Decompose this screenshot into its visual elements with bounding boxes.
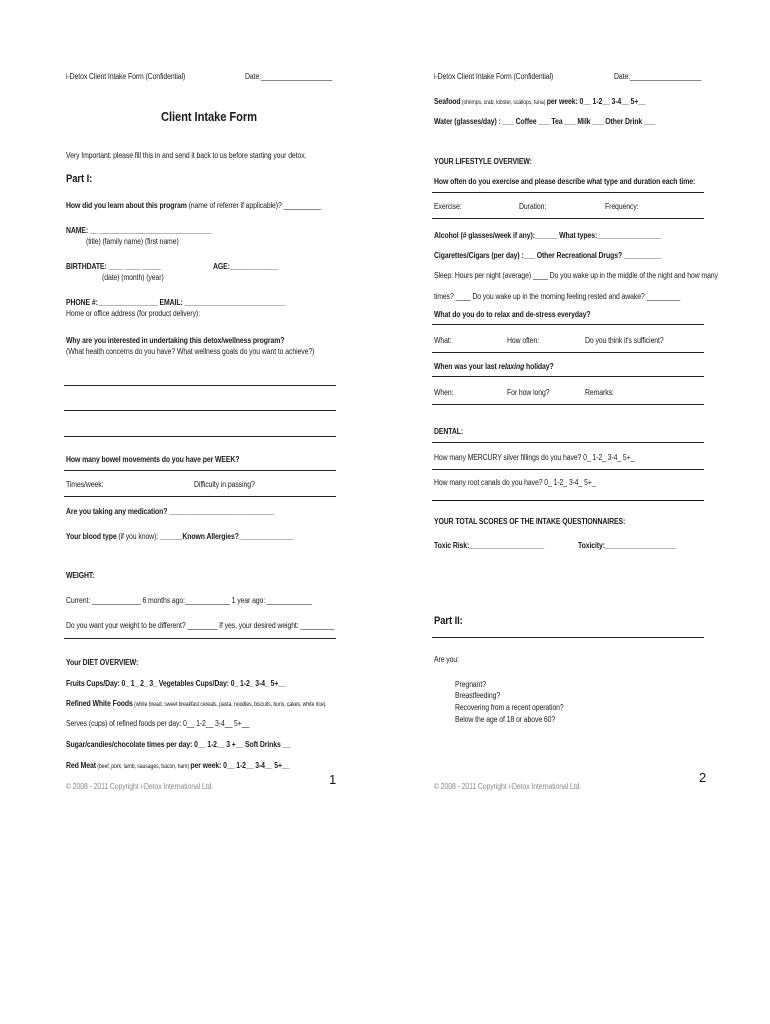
page-number: 2 [699, 770, 707, 785]
sleep-field[interactable]: Sleep: Hours per night (average) ____ Do you wake up in the middle of the night and how many [434, 271, 718, 280]
form-header: i-Detox Client Intake Form (Confidential) [66, 72, 186, 81]
part-2-heading: Part II: [434, 615, 463, 627]
red-meat-options[interactable]: per week: 0__ 1-2__ 3-4__ 5+__ [190, 761, 290, 770]
weight-history-field[interactable]: Current: _____________ 6 months ago:____________ 1 year ago: ____________ [66, 596, 312, 605]
divider [432, 192, 704, 193]
desired-weight-field[interactable]: Do you want your weight to be different? ________ If yes, your desired weight: _________ [66, 621, 335, 630]
bowel-question: How many bowel movements do you have per WEEK? [66, 455, 240, 464]
holiday-question-start: When was your last [434, 362, 499, 371]
page-title: Client Intake Form [161, 109, 257, 124]
page-number: 1 [329, 772, 337, 787]
root-canals-field[interactable]: How many root canals do you have? 0_ 1-2_ 3-4_ 5+_ [434, 478, 596, 487]
allergies-field[interactable]: ______Known Allergies? ______________ [159, 532, 294, 541]
divider [432, 352, 704, 353]
address-label: Home or office address (for product delivery): [66, 309, 200, 318]
seafood-label: Seafood [434, 97, 461, 106]
sugar-softdrinks-field[interactable]: Sugar/candies/chocolate times per day: 0__ 1-2__ 3 +__ Soft Drinks __ [66, 740, 291, 749]
age-field[interactable]: AGE:_____________ [213, 262, 279, 271]
toxic-risk-field[interactable]: Toxic Risk:____________________ [434, 541, 545, 550]
name-field[interactable]: NAME: __ ______________________________ [66, 226, 212, 235]
referral-label: How did you learn about this program [66, 201, 187, 210]
toxicity-field[interactable]: Toxicity:___________________ [578, 541, 677, 550]
part-1-heading: Part I: [66, 173, 93, 185]
referral-field[interactable]: (name of referrer if applicable)? __________ [186, 201, 321, 210]
divider [432, 376, 704, 377]
divider [432, 500, 704, 501]
fruits-vegetables-field[interactable]: Fruits Cups/Day: 0_ 1_ 2_ 3_ Vegetables Cups/Day: 0_ 1-2_ 3-4_ 5+__ [66, 679, 286, 688]
seafood-options[interactable]: per week: 0__ 1-2__ 3-4__ 5+__ [546, 97, 646, 106]
red-meat-label: Red Meat [66, 761, 96, 770]
holiday-question [434, 362, 554, 372]
holiday-how-long-label: For how long? [507, 388, 550, 397]
divider [64, 496, 336, 497]
why-question: Why are you interested in undertaking this detox/wellness program? [66, 336, 285, 345]
mercury-fillings-field[interactable]: How many MERCURY silver fillings do you have? 0_ 1-2_ 3-4_ 5+_ [434, 453, 635, 462]
refined-foods-examples: (white bread, sweet breakfast cereals, pasta, noodles, biscuits, buns, cakes, white rice). [132, 702, 327, 708]
holiday-when-label: When: [434, 388, 454, 397]
age-option[interactable]: Below the age of 18 or above 60? [455, 715, 556, 724]
dental-heading: DENTAL: [434, 427, 464, 436]
holiday-question-end: holiday? [524, 362, 554, 371]
divider [64, 470, 336, 471]
frequency-label: Frequency: [605, 202, 639, 211]
times-week-label: Times/week: [66, 480, 104, 489]
divider [432, 324, 704, 325]
why-subtext: (What health concerns do you have? What wellness goals do you want to achieve?) [66, 347, 315, 356]
intro-text: Very Important: please fill this in and send it back to us before starting your detox. [66, 151, 307, 160]
cigarettes-field[interactable]: Cigarettes/Cigars (per day) :___ Other Recreational Drugs? __________ [434, 251, 662, 260]
birthdate-sublabels: (date) (month) (year) [102, 273, 164, 282]
alcohol-field[interactable]: Alcohol (# glasses/week if any):______ What types:_________________ [434, 231, 661, 240]
answer-line-3[interactable] [64, 436, 336, 437]
seafood-field[interactable] [434, 97, 646, 108]
exercise-question: How often do you exercise and please describe what type and duration each time: [434, 177, 696, 186]
copyright-text: © 2008 - 2011 Copyright i-Detox International Ltd. [434, 782, 582, 791]
diet-heading: Your DIET OVERVIEW: [66, 658, 139, 667]
weight-heading: WEIGHT: [66, 571, 95, 580]
phone-email-field[interactable]: PHONE #:________________ EMAIL: ___________________________ [66, 298, 286, 307]
breastfeeding-option[interactable]: Breastfeeding? [455, 691, 501, 700]
date-field[interactable]: Date:___________________ [614, 72, 702, 81]
divider [432, 637, 704, 638]
blood-type-label: Your blood type [66, 532, 117, 541]
divider [432, 404, 704, 405]
lifestyle-heading: YOUR LIFESTYLE OVERVIEW: [434, 157, 532, 166]
red-meat-examples: (beef, pork, lamb, sausages, bacon, ham) [95, 764, 191, 770]
relax-what-label: What: [434, 336, 452, 345]
water-drinks-field[interactable]: Water (glasses/day) : ___ Coffee ___ Tea ___ Milk ___ Other Drink ___ [434, 117, 656, 126]
copyright-text: © 2008 - 2011 Copyright i-Detox International Ltd. [66, 782, 214, 791]
relax-sufficient-label: Do you think it's sufficient? [585, 336, 664, 345]
holiday-remarks-label: Remarks: [585, 388, 614, 397]
relax-question: What do you do to relax and de-stress everyday? [434, 310, 591, 319]
date-field[interactable]: Date:___________________ [245, 72, 333, 81]
birthdate-field[interactable]: BIRTHDATE: ____ ____ _____ [66, 262, 161, 271]
divider [432, 469, 704, 470]
pregnant-option[interactable]: Pregnant? [455, 680, 486, 689]
are-you-label: Are you: [434, 655, 459, 664]
form-header: i-Detox Client Intake Form (Confidential) [434, 72, 554, 81]
seafood-examples: (shrimps, crab, lobster, scallops, tuna) [460, 100, 547, 106]
relax-how-often-label: How often: [507, 336, 540, 345]
red-meat-field[interactable] [66, 761, 289, 772]
answer-line-1[interactable] [64, 385, 336, 386]
difficulty-label: Difficulty in passing? [194, 480, 255, 489]
blood-allergies-field[interactable] [66, 532, 293, 542]
scores-heading: YOUR TOTAL SCORES OF THE INTAKE QUESTIONNAIRES: [434, 517, 626, 526]
exercise-label: Exercise: [434, 202, 462, 211]
recovering-option[interactable]: Recovering from a recent operation? [455, 703, 564, 712]
name-sublabels: (title) (family name) (first name) [86, 237, 179, 246]
wake-field[interactable]: times? ____ Do you wake up in the morning feeling rested and awake? _________ [434, 292, 681, 301]
divider [432, 442, 704, 443]
duration-label: Duration: [519, 202, 547, 211]
blood-type-note: (if you know): [116, 532, 160, 541]
refined-foods-title: Refined White Foods [66, 699, 133, 708]
answer-line-2[interactable] [64, 410, 336, 411]
medication-field[interactable]: Are you taking any medication? ____________________________ [66, 507, 274, 516]
refined-serves-field[interactable]: Serves (cups) of refined foods per day: 0__ 1-2__ 3-4__ 5+__ [66, 719, 250, 728]
referral-question[interactable] [66, 201, 321, 211]
holiday-question-emphasis: relaxing [498, 362, 525, 371]
page-2 [385, 0, 770, 1024]
refined-foods-label [66, 699, 327, 710]
divider [432, 218, 704, 219]
divider [64, 638, 336, 639]
